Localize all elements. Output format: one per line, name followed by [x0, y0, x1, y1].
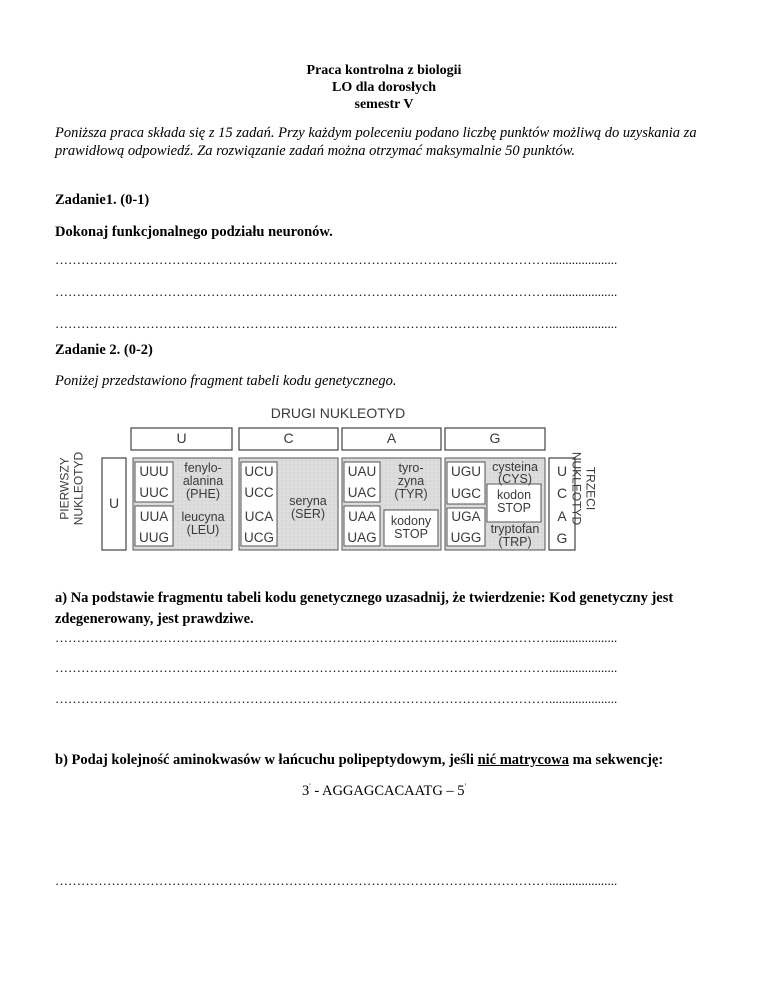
amino-acid-label: (TYR): [394, 487, 428, 501]
column-header-u: U: [176, 430, 187, 446]
codon: UAA: [348, 509, 376, 524]
third-base: C: [556, 485, 568, 501]
task1-instruction: Dokonaj funkcjonalnego podziału neuronów.: [55, 224, 333, 240]
amino-acid-label: (CYS): [497, 472, 533, 486]
answer-line[interactable]: …………………………………………………………………………………………………….....................: [55, 284, 618, 299]
sequence-3-end: 3: [301, 782, 310, 799]
amino-acid-label: cysteina: [492, 460, 538, 474]
codon: UUU: [139, 464, 169, 479]
column-header-g: G: [489, 430, 501, 446]
question-b-text-end: ma sekwencję:: [568, 752, 664, 768]
question-b-text: b) Podaj kolejność aminokwasów w łańcuchu polipeptydowym, jeśli: [55, 752, 478, 768]
first-nucleotide-label-2: NUKLEOTYD: [71, 451, 86, 526]
amino-acid-label: fenylo-: [184, 461, 222, 475]
codon: UGU: [451, 464, 481, 479]
answer-line[interactable]: …………………………………………………………………………………………………….....................: [55, 873, 618, 888]
prime-mark: ': [309, 782, 311, 791]
amino-acid-label: tryptofan: [490, 522, 540, 536]
third-base: G: [556, 530, 568, 546]
codon: UAG: [347, 530, 377, 545]
codon: UUC: [139, 485, 169, 500]
answer-line[interactable]: …………………………………………………………………………………………………….....................: [55, 316, 618, 331]
amino-acid-label: zyna: [397, 474, 425, 488]
first-nucleotide-label-1: PIERWSZY: [57, 457, 72, 520]
codon: UCA: [244, 509, 274, 524]
sequence-body: - AGGAGCACAATG – 5: [310, 782, 465, 799]
codon: UUA: [139, 509, 169, 524]
amino-acid-label: seryna: [289, 494, 327, 508]
codon-table: [53, 400, 623, 580]
intro-text: Poniższa praca składa się z 15 zadań. Przy każdym poleceniu podano liczbę punktów możliwą do uzyskania za prawidłową odpowiedź. Za rozwiązanie zadań można otrzymać maksymalnie 50 punktów.: [55, 125, 697, 159]
title-line-3: semestr V: [354, 97, 414, 112]
prime-mark: ': [464, 782, 467, 791]
third-base: U: [556, 463, 568, 479]
stop-label: kodon: [496, 488, 532, 502]
third-base: A: [557, 508, 567, 524]
answer-line[interactable]: …………………………………………………………………………………………………….....................: [55, 252, 618, 267]
codon: UAU: [347, 464, 377, 479]
stop-label: STOP: [497, 501, 531, 515]
third-nucleotide-label-1: TRZECI: [583, 466, 598, 511]
second-nucleotide-label: DRUGI NUKLEOTYD: [270, 405, 406, 421]
codon: UGC: [451, 486, 481, 501]
column-header-c: C: [283, 430, 294, 446]
sequence: [0, 782, 768, 800]
codon: UUG: [139, 530, 169, 545]
task1-title: Zadanie1. (0-1): [55, 192, 150, 208]
title-line-1: Praca kontrolna z biologii: [306, 63, 462, 78]
template-strand-term: nić matrycowa: [477, 752, 569, 768]
third-nucleotide-label-2: NUKLEOTYD: [569, 451, 584, 526]
first-base-u: U: [108, 495, 120, 511]
question-a: a) Na podstawie fragmentu tabeli kodu genetycznego uzasadnij, że twierdzenie: Kod genetyczny jest zdegenerowany, jest prawdziwe.: [55, 590, 674, 627]
task2-intro: Poniżej przedstawiono fragment tabeli kodu genetycznego.: [55, 373, 397, 389]
answer-line[interactable]: …………………………………………………………………………………………………….....................: [55, 691, 618, 706]
amino-acid-label: tyro-: [398, 461, 424, 475]
amino-acid-label: (PHE): [185, 487, 221, 501]
stop-label: kodony: [390, 514, 432, 528]
stop-label: STOP: [394, 527, 428, 541]
amino-acid-label: (TRP): [498, 535, 532, 549]
amino-acid-label: alanina: [182, 474, 224, 488]
codon: UGG: [450, 530, 482, 545]
title-line-2: LO dla dorosłych: [332, 80, 436, 95]
codon: UGA: [451, 509, 481, 524]
question-b: [55, 750, 725, 771]
task2-title: Zadanie 2. (0-2): [55, 342, 153, 358]
amino-acid-label: leucyna: [181, 510, 225, 524]
amino-acid-label: (SER): [290, 507, 326, 521]
codon: UAC: [347, 485, 377, 500]
codon: UCG: [244, 530, 274, 545]
amino-acid-label: (LEU): [186, 523, 220, 537]
column-header-a: A: [386, 430, 397, 446]
answer-line[interactable]: …………………………………………………………………………………………………….....................: [55, 630, 618, 645]
answer-line[interactable]: …………………………………………………………………………………………………….....................: [55, 660, 618, 675]
codon: UCC: [244, 485, 274, 500]
codon: UCU: [244, 464, 274, 479]
